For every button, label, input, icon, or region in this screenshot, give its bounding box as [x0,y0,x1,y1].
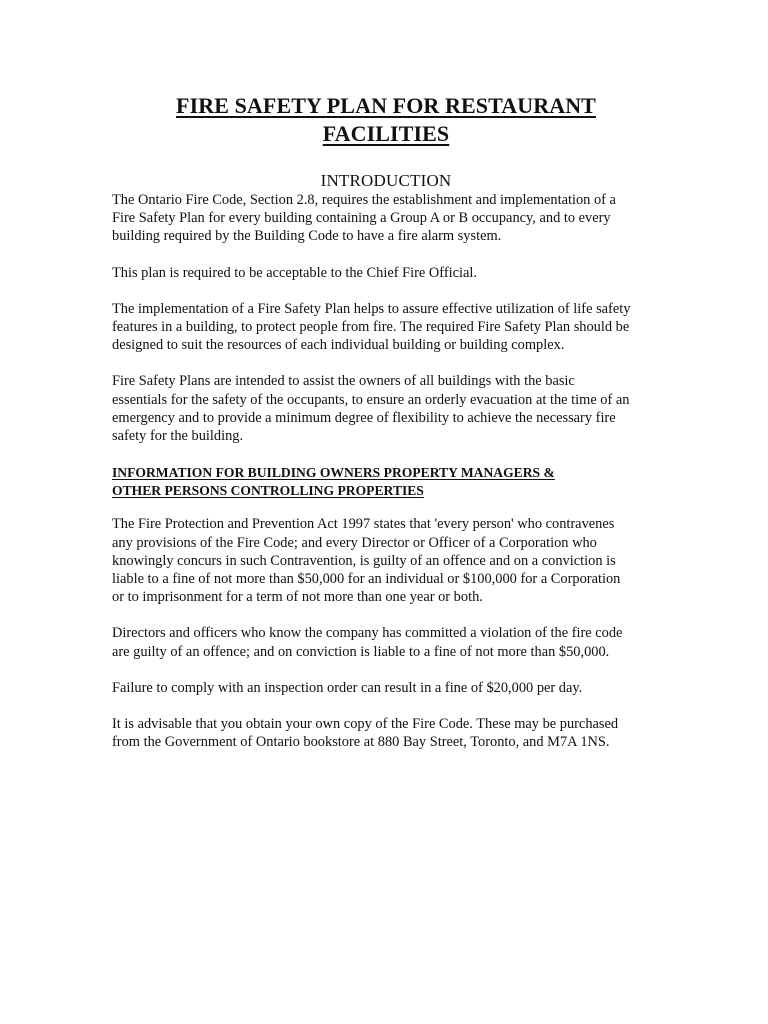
text-line: essentials for the safety of the occupants, to ensure an orderly evacuation at the time of an [112,391,630,408]
text-line: or to imprisonment for a term of not more than one year or both. [112,589,483,606]
heading-line: OTHER PERSONS CONTROLLING PROPERTIES [112,482,424,498]
section-paragraph-3 [112,679,660,697]
text-line: This plan is required to be acceptable to the Chief Fire Official. [112,264,477,281]
text-line: It is advisable that you obtain your own copy of the Fire Code. These may be purchased [112,716,619,733]
text-line: safety for the building. [112,428,244,445]
section-heading [112,464,660,499]
text-line: Failure to comply with an inspection order can result in a fine of $20,000 per day. [112,679,583,696]
section-paragraph-4 [112,715,660,751]
text-line: building required by the Building Code to have a fire alarm system. [112,228,502,245]
text-line: designed to suit the resources of each individual building or building complex. [112,337,565,354]
intro-paragraph-4 [112,372,660,445]
introduction-heading: INTRODUCTION [320,171,452,190]
section-paragraph-2 [112,624,660,660]
text-line: Fire Safety Plan for every building containing a Group A or B occupancy, and to every [112,210,611,227]
text-line: from the Government of Ontario bookstore at 880 Bay Street, Toronto, and M7A 1NS. [112,734,610,751]
text-line: Fire Safety Plans are intended to assist the owners of all buildings with the basic [112,373,575,390]
text-line: are guilty of an offence; and on conviction is liable to a fine of not more than $50,000. [112,643,610,660]
heading-line: INFORMATION FOR BUILDING OWNERS PROPERTY MANAGERS & [112,465,555,481]
title-line: FACILITIES [322,121,450,146]
text-line: liable to a fine of not more than $50,000 for an individual or $100,000 for a Corporation [112,571,621,588]
text-line: knowingly concurs in such Contravention, is guilty of an offence and on a conviction is [112,552,616,569]
text-line: Directors and officers who know the company has committed a violation of the fire code [112,625,623,642]
intro-paragraph-3 [112,300,660,355]
intro-paragraph-2 [112,264,660,282]
text-line: emergency and to provide a minimum degree of flexibility to achieve the necessary fire [112,409,616,426]
text-line: any provisions of the Fire Code; and every Director or Officer of a Corporation who [112,534,597,551]
title-line: FIRE SAFETY PLAN FOR RESTAURANT [176,93,596,118]
text-line: The implementation of a Fire Safety Plan helps to assure effective utilization of life safety [112,300,631,317]
document-title [112,92,660,148]
document-page [112,92,660,751]
text-line: The Ontario Fire Code, Section 2.8, requires the establishment and implementation of a [112,192,616,208]
intro-paragraph-1 [112,191,660,246]
text-line: features in a building, to protect people from fire. The required Fire Safety Plan should be [112,319,630,336]
text-line: The Fire Protection and Prevention Act 1997 states that 'every person' who contravenes [112,516,615,533]
section-paragraph-1 [112,515,660,606]
